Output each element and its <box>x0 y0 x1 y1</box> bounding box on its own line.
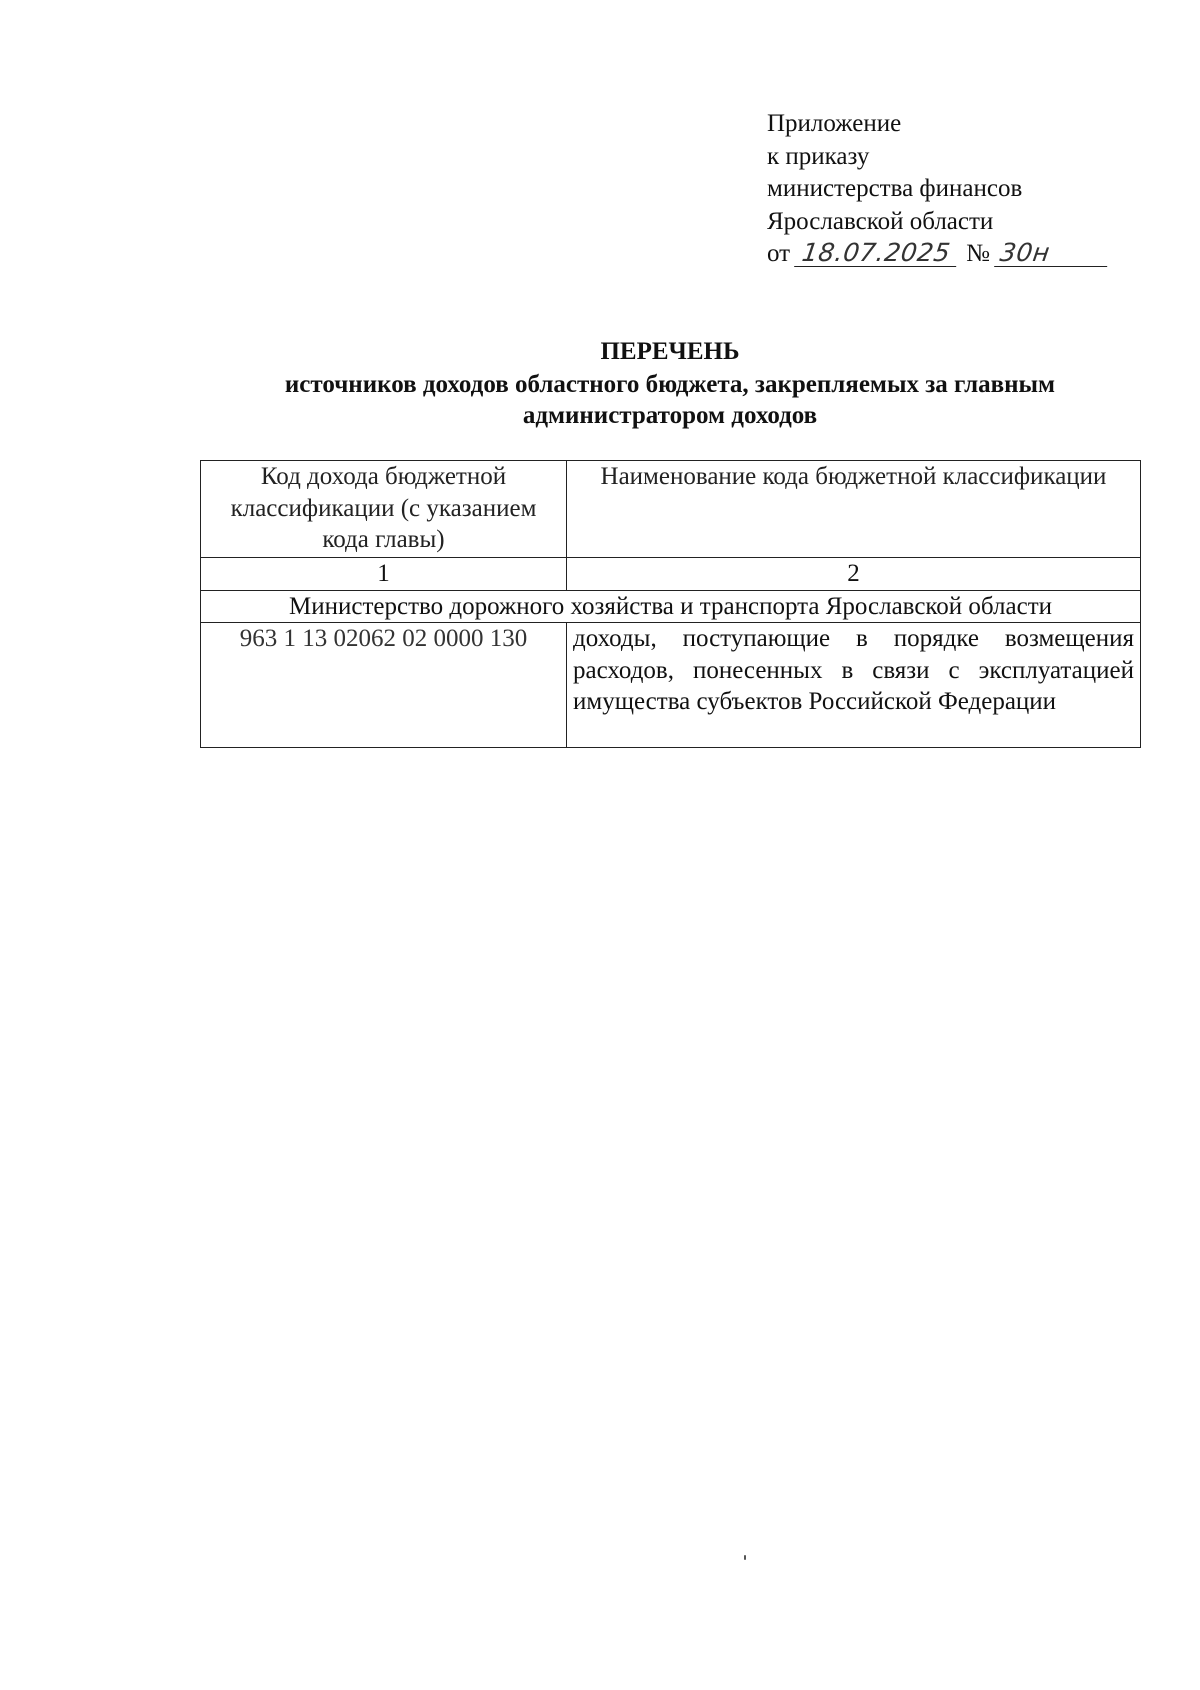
table-header-row <box>201 461 1141 558</box>
column-number-2: 2 <box>567 558 1141 591</box>
income-code: 963 1 13 02062 02 0000 130 <box>201 623 567 748</box>
appendix-date-line <box>767 238 1107 271</box>
administrator-name: Министерство дорожного хозяйства и транспорта Ярославской области <box>201 590 1141 623</box>
handwritten-date: 18.07.2025 <box>794 240 960 267</box>
date-prefix: от <box>767 240 791 267</box>
scan-speck <box>744 1555 746 1560</box>
column-number-row <box>201 558 1141 591</box>
appendix-region: Ярославской области <box>767 207 994 235</box>
document-title-block <box>200 336 1140 431</box>
handwritten-number: 30н <box>994 240 1111 267</box>
table-row <box>201 623 1141 748</box>
header-code: Код дохода бюджетной классификации (с указанием кода главы) <box>201 461 567 558</box>
appendix-ministry: министерства финансов <box>767 175 1023 202</box>
number-sign: № <box>966 240 990 267</box>
appendix-block <box>767 108 1107 271</box>
document-subtitle: источников доходов областного бюджета, закрепляемых за главным администратором доходов <box>284 371 1056 429</box>
column-number-1: 1 <box>201 558 567 591</box>
appendix-title: Приложение <box>767 110 902 137</box>
income-sources-table <box>200 460 1141 748</box>
document-title: ПЕРЕЧЕНЬ <box>600 338 740 365</box>
income-description: доходы, поступающие в порядке возмещения расходов, понесенных в связи с эксплуатацией имущества субъектов Российской Федерации <box>567 623 1141 748</box>
administrator-row <box>201 590 1141 623</box>
header-name: Наименование кода бюджетной классификации <box>567 461 1141 558</box>
appendix-order-ref: к приказу <box>767 142 870 170</box>
